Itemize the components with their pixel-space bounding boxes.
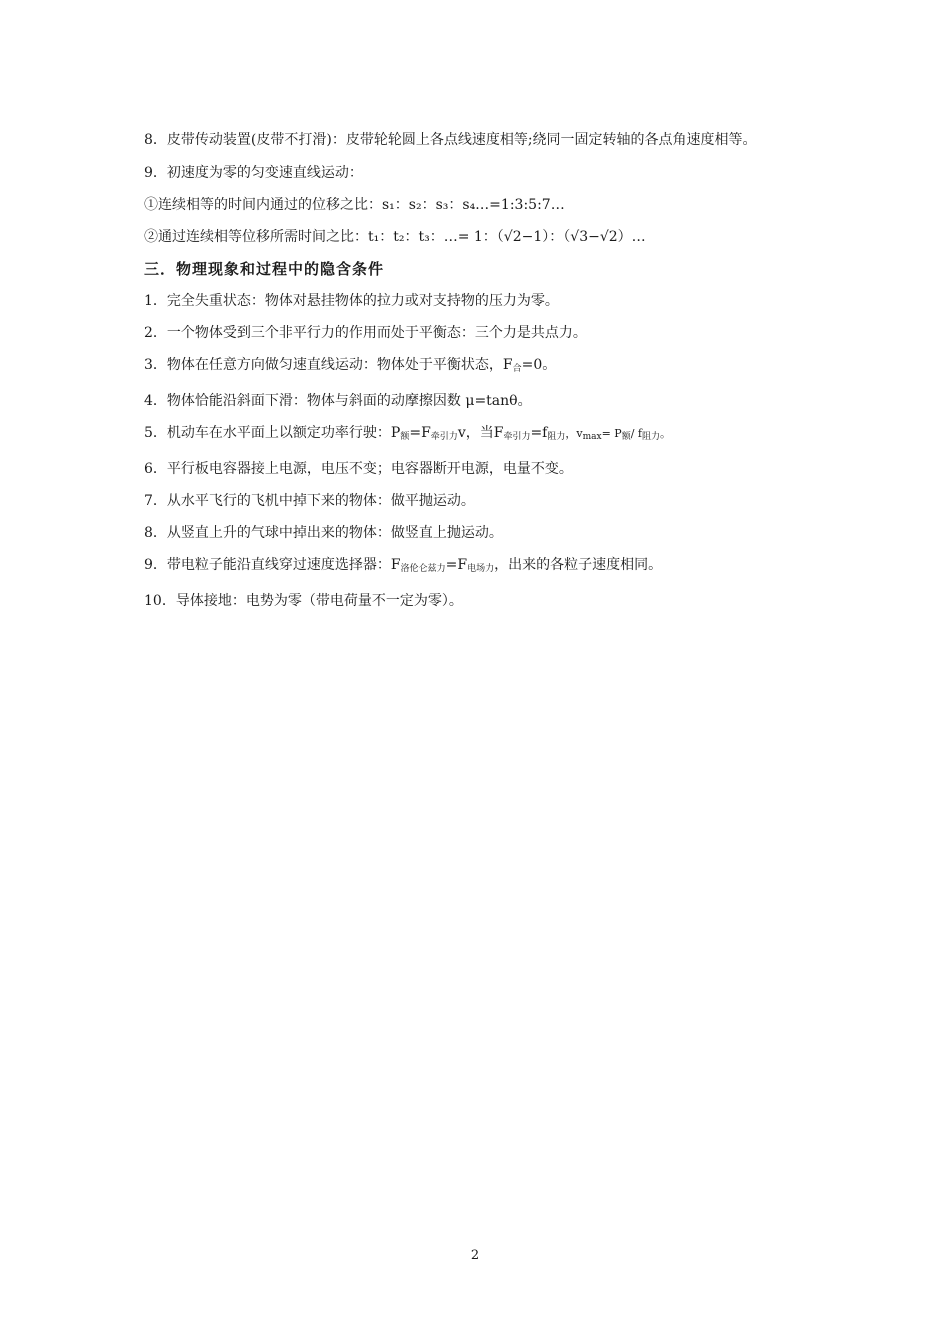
section-3-heading: 三．物理现象和过程中的隐含条件 [144, 260, 385, 278]
item-9-1-displacement-ratio: ①连续相等的时间内通过的位移之比：s₁：s₂：s₃：s₄…=1:3:5:7… [144, 197, 565, 213]
item-5-sub-7: 阻力 [642, 432, 661, 442]
section-3-item-5 [144, 417, 824, 453]
section-3-item-1: 1．完全失重状态：物体对悬挂物体的拉力或对支持物的压力为零。 [144, 293, 559, 309]
item-9-part-a: 9．带电粒子能沿直线穿过速度选择器：F [144, 557, 401, 573]
section-3-item-2: 2．一个物体受到三个非平行力的作用而处于平衡态：三个力是共点力。 [144, 325, 587, 341]
item-5-part-d: =f [530, 425, 548, 441]
item-5-sub-1: 额 [400, 432, 410, 442]
item-5-part-g: / f [630, 427, 643, 440]
item-8-belt-drive: 8．皮带传动装置(皮带不打滑)：皮带轮轮圆上各点线速度相等;绕同一固定转轴的各点角速度相等。 [144, 132, 757, 148]
item-5-part-f: = P [601, 427, 622, 440]
item-5-sub-4: 阻力 [547, 432, 566, 442]
item-5-sub-5: max [582, 432, 602, 442]
section-3-item-6: 6．平行板电容器接上电源，电压不变；电容器断开电源，电量不变。 [144, 461, 573, 477]
item-3-tail: =0。 [521, 357, 557, 373]
item-5-sub-2: 牵引力 [430, 432, 458, 442]
item-9-part-c: ，出来的各粒子速度相同。 [494, 557, 663, 573]
item-3-text: 3．物体在任意方向做匀速直线运动：物体处于平衡状态，F [144, 357, 513, 373]
page-number: 2 [470, 1248, 480, 1263]
item-5-part-c: v，当F [457, 425, 504, 441]
item-9-uniform-acceleration: 9．初速度为零的匀变速直线运动： [144, 165, 363, 181]
section-3-item-8: 8．从竖直上升的气球中掉出来的物体：做竖直上抛运动。 [144, 525, 503, 541]
section-3-item-3 [144, 349, 824, 385]
item-9-sub-2: 电场力 [467, 564, 495, 574]
section-3-item-4: 4．物体恰能沿斜面下滑：物体与斜面的动摩擦因数 μ=tanθ。 [144, 393, 532, 409]
item-9-part-b: =F [445, 557, 468, 573]
item-5-part-e: ，v [565, 427, 583, 440]
section-3-item-7: 7．从水平飞行的飞机中掉下来的物体：做平抛运动。 [144, 493, 475, 509]
item-5-part-h: 。 [660, 427, 672, 440]
item-9-sub-1: 洛伦仑兹力 [400, 564, 446, 574]
item-5-part-a: 5．机动车在水平面上以额定功率行驶：P [144, 425, 401, 441]
page-content [144, 124, 824, 617]
section-3-item-10: 10．导体接地：电势为零（带电荷量不一定为零）。 [144, 593, 463, 609]
item-5-part-b: =F [409, 425, 431, 441]
item-5-sub-3: 牵引力 [503, 432, 531, 442]
item-3-subscript: 合 [512, 364, 522, 374]
section-3-item-9 [144, 549, 824, 585]
item-9-2-time-ratio: ②通过连续相等位移所需时间之比：t₁：t₂：t₃：…= 1：（√2−1）：（√3−√2）… [144, 229, 646, 245]
item-5-sub-6: 额 [621, 432, 631, 442]
